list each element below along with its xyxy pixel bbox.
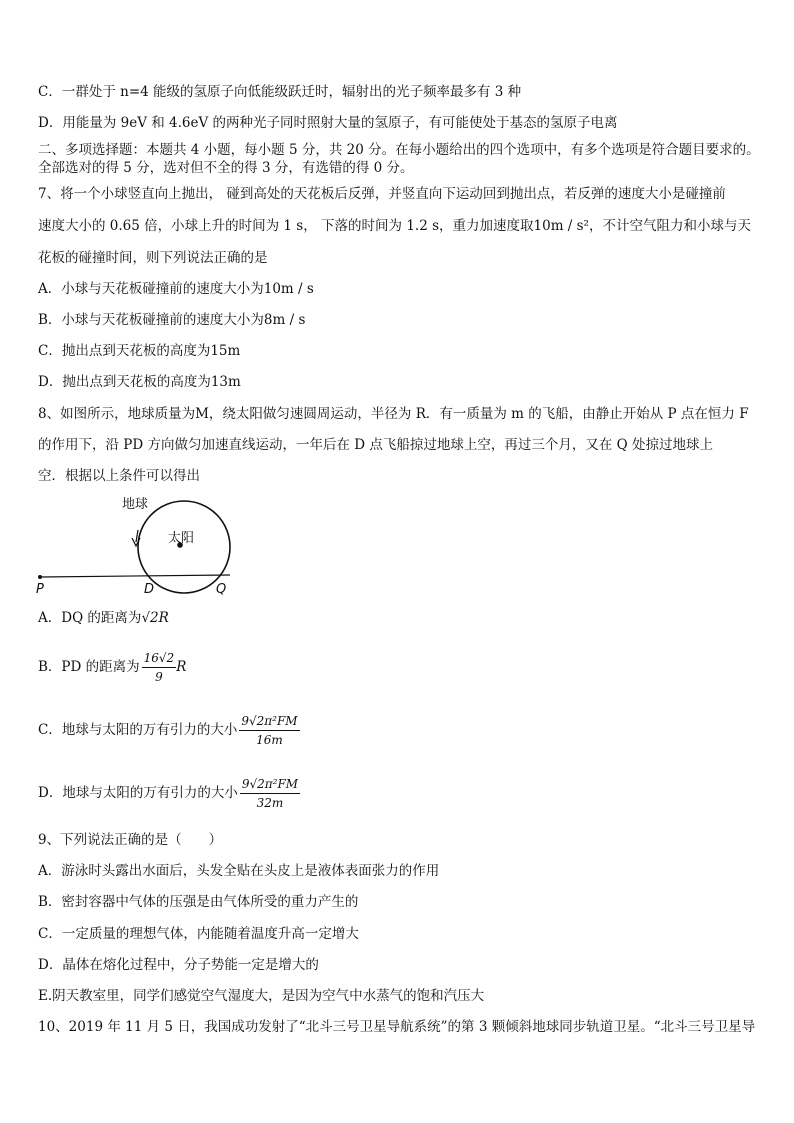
q9-option-a: A．游泳时头露出水面后，头发全贴在头皮上是液体表面张力的作用	[38, 863, 440, 879]
q8-option-b	[38, 649, 756, 686]
section-heading-line2: 全部选对的得 5 分，选对但不全的得 3 分，有选错的得 0 分。	[38, 160, 414, 176]
q9-option-c: C．一定质量的理想气体，内能随着温度升高一定增大	[38, 926, 359, 942]
q8-option-d	[38, 775, 756, 812]
q8-option-a	[38, 608, 756, 628]
label-p: P	[36, 582, 44, 597]
q9-stem: 9、下列说法正确的是（ ）	[38, 832, 223, 848]
q7-option-d: D．抛出点到天花板的高度为13m	[38, 374, 241, 390]
q8-option-b-text: B．PD 的距离为	[38, 659, 140, 675]
q7-stem-line3: 花板的碰撞时间，则下列说法正确的是	[38, 250, 268, 266]
q8-stem-line1: 8、如图所示，地球质量为M，绕太阳做匀速圆周运动，半径为 R．有一质量为 m 的飞船，由静止开始从 P 点在恒力 F	[38, 406, 749, 422]
option-d-q6: D．用能量为 9eV 和 4.6eV 的两种光子同时照射大量的氢原子，有可能使处于基态的氢原子电离	[38, 115, 618, 131]
label-d: D	[144, 582, 155, 597]
option-c-q6: C．一群处于 n=4 能级的氢原子向低能级跃迁时，辐射出的光子频率最多有 3 种	[38, 84, 522, 100]
q8-stem-line2: 的作用下，沿 PD 方向做匀加速直线运动，一年后在 D 点飞船掠过地球上空，再过三个月，又在 Q 处掠过地球上	[38, 437, 714, 453]
fraction-denominator: 16m	[256, 733, 283, 747]
fraction-numerator: 16√2	[142, 649, 177, 668]
q8-option-a-expr: √2R	[141, 610, 169, 626]
label-earth: 地球	[122, 497, 149, 512]
q10-stem-line1: 10、2019 年 11 月 5 日，我国成功发射了“北斗三号卫星导航系统”的第 3 颗倾斜地球同步轨道卫星。“北斗三号卫星导	[38, 1019, 756, 1035]
q8-option-b-fraction	[142, 649, 177, 686]
q9-option-b: B．密封容器中气体的压强是由气体所受的重力产生的	[38, 894, 359, 910]
path-line-pd	[40, 575, 230, 577]
fraction-numerator: 9√2π²FM	[240, 775, 300, 794]
q8-option-a-text: A．DQ 的距离为	[38, 610, 142, 626]
q7-option-a: A．小球与天花板碰撞前的速度大小为10m / s	[38, 281, 314, 297]
section-heading-line1: 二、多项选择题：本题共 4 小题，每小题 5 分，共 20 分。在每小题给出的四个选项中，有多个选项是符合题目要求的。	[38, 142, 760, 158]
q8-option-d-text: D．地球与太阳的万有引力的大小	[38, 785, 238, 801]
q8-option-d-fraction	[240, 775, 300, 812]
earth-orbit-circle	[138, 501, 230, 593]
fraction-denominator: 9	[155, 670, 163, 684]
label-q: Q	[216, 582, 227, 597]
fraction-numerator: 9√2π²FM	[239, 712, 299, 731]
q9-option-d: D．晶体在熔化过程中，分子势能一定是增大的	[38, 957, 319, 973]
point-p	[38, 575, 42, 579]
q7-option-b: B．小球与天花板碰撞前的速度大小为8m / s	[38, 312, 306, 328]
q9-option-e: E.阴天教室里，同学们感觉空气湿度大，是因为空气中水蒸气的饱和汽压大	[38, 988, 485, 1004]
q7-option-c: C．抛出点到天花板的高度为15m	[38, 343, 241, 359]
q8-stem-line3: 空．根据以上条件可以得出	[38, 468, 200, 484]
q7-stem-line2: 速度大小的 0.65 倍，小球上升的时间为 1 s， 下落的时间为 1.2 s，重力加速度取10m / s²，不计空气阻力和小球与天	[38, 218, 751, 234]
q8-option-c-text: C．地球与太阳的万有引力的大小	[38, 722, 238, 738]
label-sun: 太阳	[168, 531, 195, 546]
q7-stem-line1: 7、将一个小球竖直向上抛出， 碰到高处的天花板后反弹，并竖直向下运动回到抛出点，若反弹的速度大小是碰撞前	[38, 186, 726, 202]
orbit-diagram	[30, 490, 250, 600]
q8-option-c	[38, 712, 756, 749]
fraction-denominator: 32m	[256, 796, 284, 810]
q8-option-c-fraction	[239, 712, 299, 749]
q8-option-b-tail: R	[176, 659, 187, 675]
